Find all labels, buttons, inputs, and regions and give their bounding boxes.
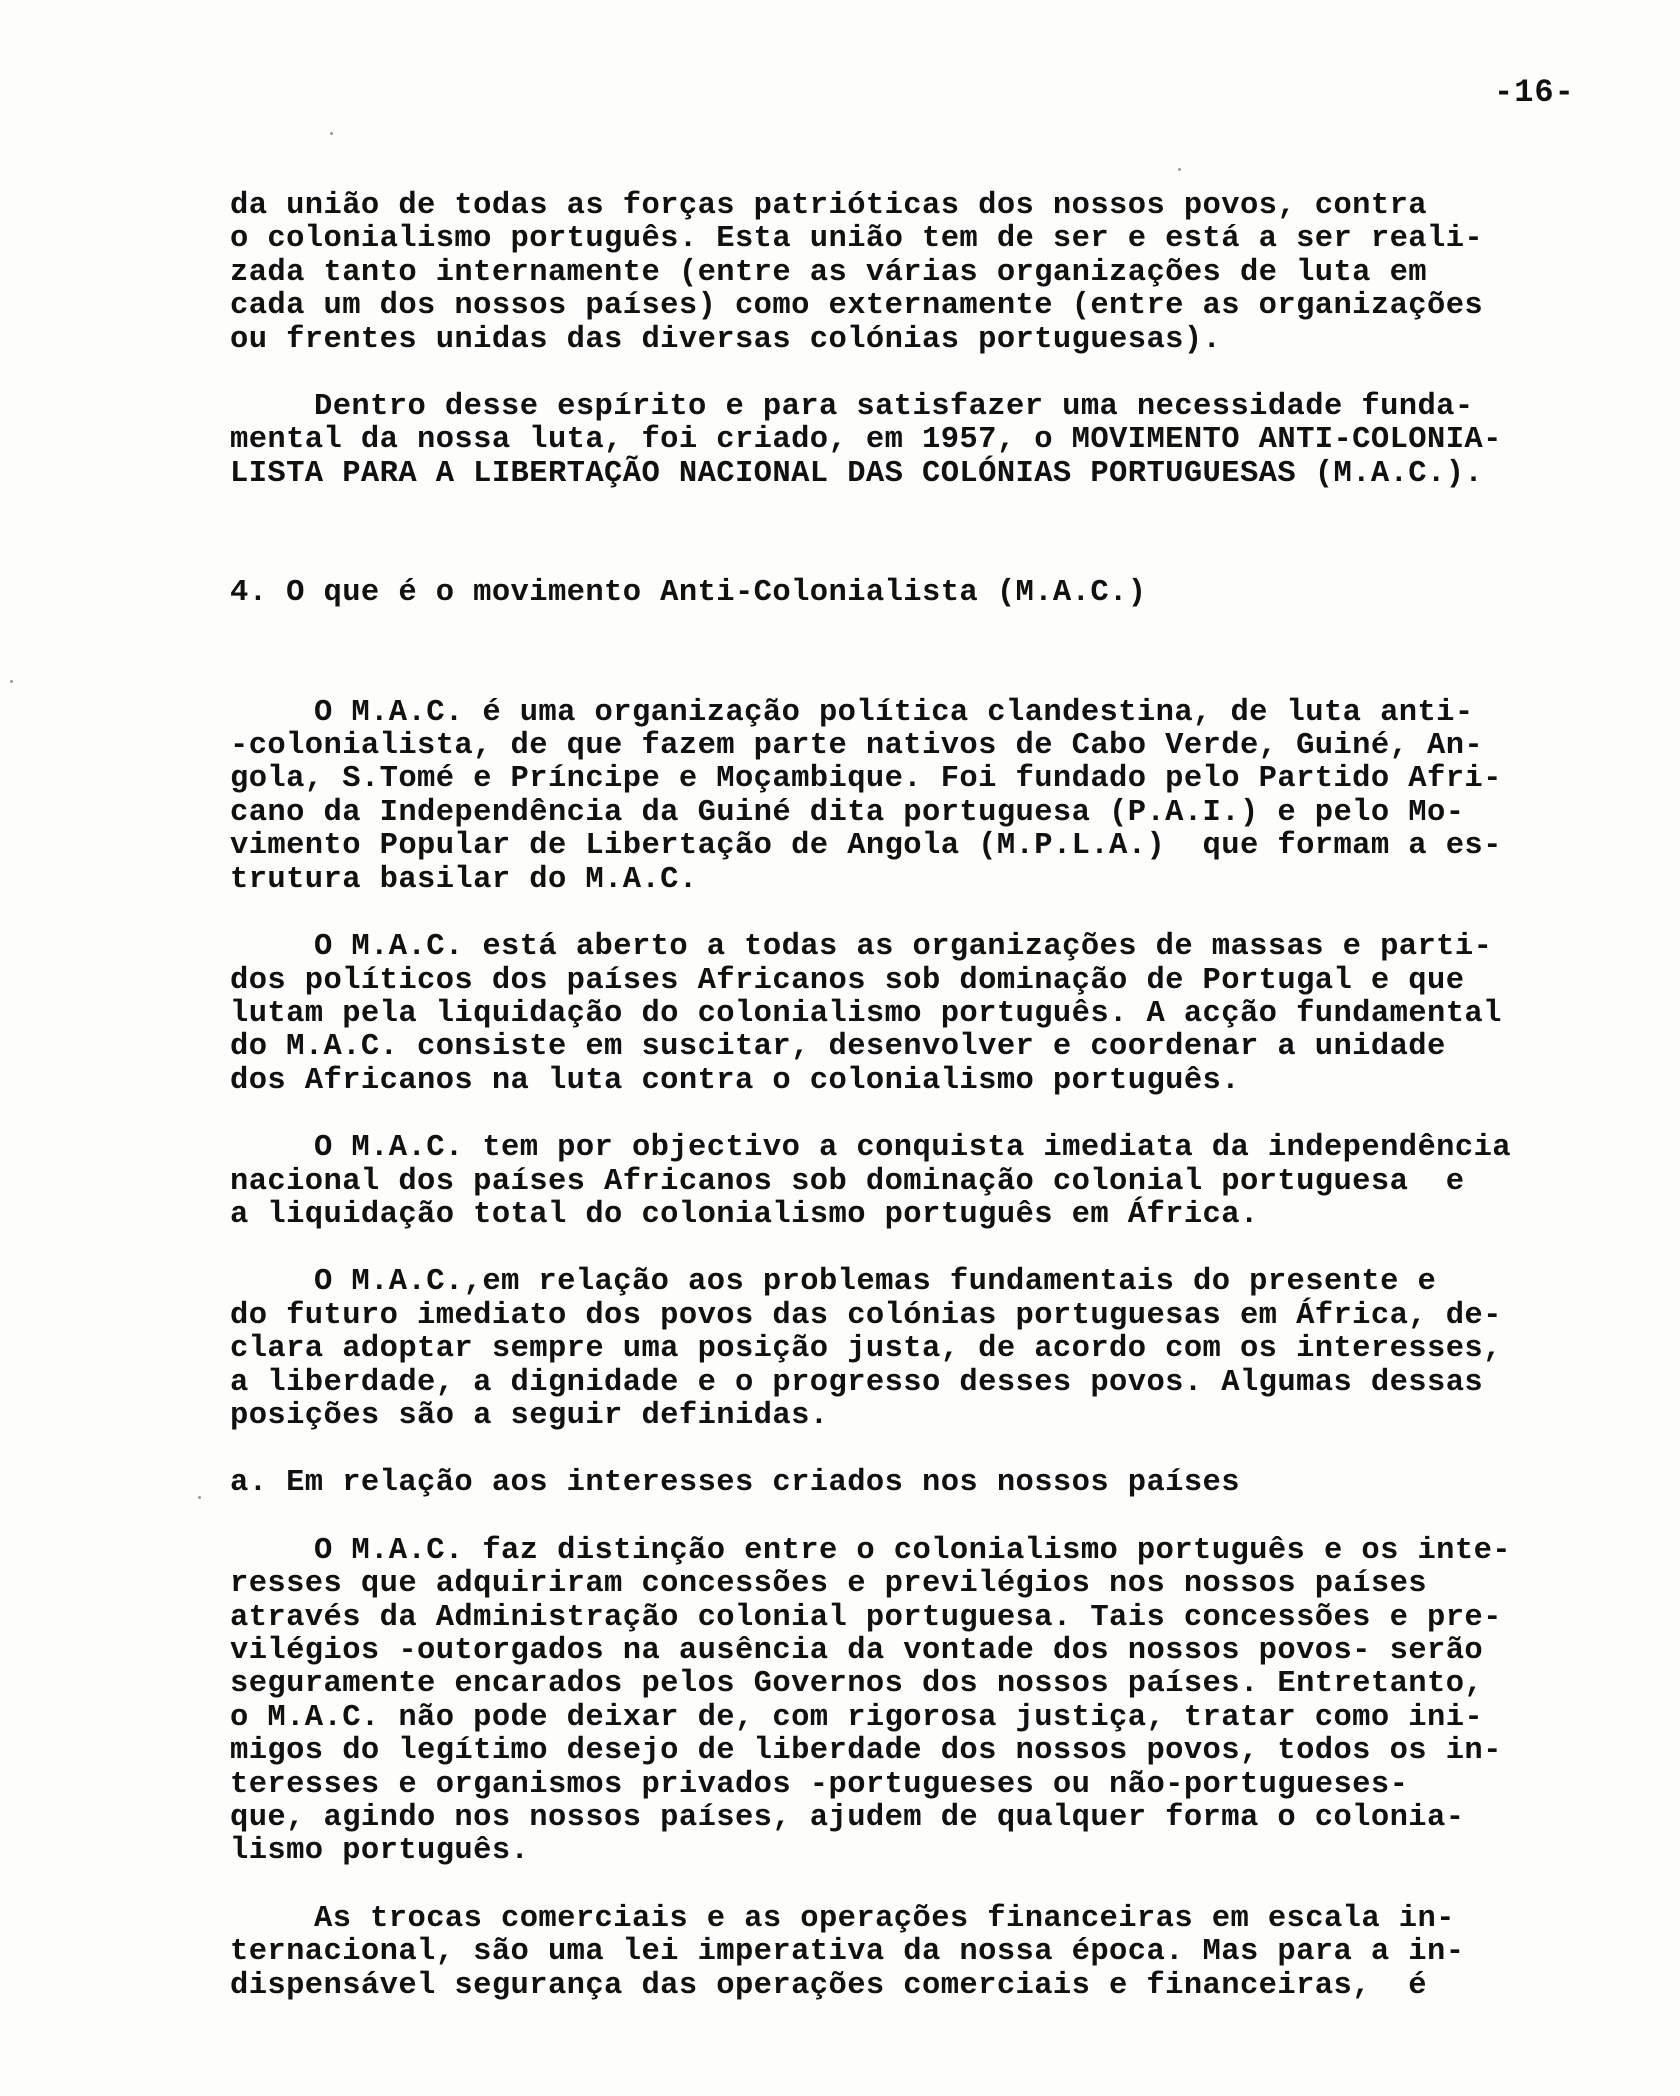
text-line: trutura basilar do M.A.C. bbox=[230, 862, 698, 897]
text-line: que, agindo nos nossos países, ajudem de qualquer forma o colonia- bbox=[230, 1801, 1465, 1836]
text-line: O M.A.C. faz distinção entre o colonialismo português e os inte- bbox=[314, 1533, 1511, 1568]
text-line: teresses e organismos privados -portugueses ou não-portugueses- bbox=[230, 1767, 1409, 1802]
paragraph-mac-founding bbox=[230, 391, 1650, 491]
text-line: dos políticos dos países Africanos sob dominação de Portugal e que bbox=[230, 963, 1465, 998]
text-line: gola, S.Tomé e Príncipe e Moçambique. Foi fundado pelo Partido Afri- bbox=[230, 762, 1502, 797]
text-line: ou frentes unidas das diversas colónias portuguesas). bbox=[230, 322, 1222, 357]
text-line: cano da Independência da Guiné dita portuguesa (P.A.I.) e pelo Mo- bbox=[230, 795, 1465, 830]
text-line: posições são a seguir definidas. bbox=[230, 1398, 829, 1433]
text-line: migos do legítimo desejo de liberdade dos nossos povos, todos os in- bbox=[230, 1734, 1502, 1769]
text-line: lutam pela liquidação do colonialismo português. A acção fundamental bbox=[230, 996, 1502, 1031]
text-line: O M.A.C. tem por objectivo a conquista imediata da independência bbox=[314, 1131, 1511, 1166]
text-line: mental da nossa luta, foi criado, em 1957, o MOVIMENTO ANTI-COLONIA- bbox=[230, 423, 1502, 458]
text-line: nacional dos países Africanos sob dominação colonial portuguesa e bbox=[230, 1164, 1465, 1199]
paragraph-interests bbox=[230, 1535, 1650, 1869]
text-line: LISTA PARA A LIBERTAÇÃO NACIONAL DAS COLÓNIAS PORTUGUESAS (M.A.C.). bbox=[230, 456, 1484, 491]
paragraph-mac-organization bbox=[230, 697, 1650, 897]
text-line: O M.A.C. é uma organização política clandestina, de luta anti- bbox=[314, 695, 1474, 730]
text-line: a liquidação total do colonialismo português em África. bbox=[230, 1197, 1259, 1232]
page-number: -16- bbox=[1494, 74, 1575, 111]
scan-speck bbox=[1178, 168, 1181, 171]
paragraph-continuation bbox=[230, 190, 1650, 357]
text-line: o colonialismo português. Esta união tem de ser e está a ser reali- bbox=[230, 222, 1484, 257]
text-line: clara adoptar sempre uma posição justa, de acordo com os interesses, bbox=[230, 1332, 1502, 1367]
section-heading-a: a. Em relação aos interesses criados nos nossos países bbox=[230, 1466, 1240, 1501]
document-body bbox=[230, 190, 1650, 2003]
text-line: o M.A.C. não pode deixar de, com rigorosa justiça, tratar como ini- bbox=[230, 1700, 1484, 1735]
text-line: lismo português. bbox=[230, 1834, 530, 1869]
text-line: vimento Popular de Libertação de Angola (M.P.L.A.) que formam a es- bbox=[230, 829, 1502, 864]
text-line: -colonialista, de que fazem parte nativos de Cabo Verde, Guiné, An- bbox=[230, 729, 1484, 764]
scan-speck bbox=[198, 1496, 201, 1499]
scan-speck bbox=[330, 132, 333, 135]
text-line: cada um dos nossos países) como externamente (entre as organizações bbox=[230, 289, 1484, 324]
text-line: O M.A.C.,em relação aos problemas fundamentais do presente e bbox=[314, 1265, 1437, 1300]
text-line: do M.A.C. consiste em suscitar, desenvolver e coordenar a unidade bbox=[230, 1030, 1446, 1065]
text-line: seguramente encarados pelos Governos dos nossos países. Entretanto, bbox=[230, 1667, 1484, 1702]
text-line: dos Africanos na luta contra o colonialismo português. bbox=[230, 1063, 1240, 1098]
text-line: a liberdade, a dignidade e o progresso desses povos. Algumas dessas bbox=[230, 1365, 1484, 1400]
text-line: do futuro imediato dos povos das colónias portuguesas em África, de- bbox=[230, 1298, 1502, 1333]
text-line: ternacional, são uma lei imperativa da nossa época. Mas para a in- bbox=[230, 1935, 1465, 1970]
paragraph-mac-positions bbox=[230, 1266, 1650, 1433]
text-line: através da Administração colonial portuguesa. Tais concessões e pre- bbox=[230, 1600, 1502, 1635]
paragraph-mac-objective bbox=[230, 1132, 1650, 1232]
text-line: da união de todas as forças patrióticas dos nossos povos, contra bbox=[230, 189, 1427, 223]
text-line: zada tanto internamente (entre as várias organizações de luta em bbox=[230, 255, 1427, 290]
scan-speck bbox=[10, 680, 13, 683]
paragraph-mac-open bbox=[230, 931, 1650, 1098]
text-line: dispensável segurança das operações comerciais e financeiras, é bbox=[230, 1968, 1427, 2003]
text-line: vilégios -outorgados na ausência da vontade dos nossos povos- serão bbox=[230, 1634, 1484, 1668]
text-line: As trocas comerciais e as operações financeiras em escala in- bbox=[314, 1901, 1455, 1936]
text-line: resses que adquiriram concessões e previlégios nos nossos países bbox=[230, 1567, 1427, 1602]
text-line: O M.A.C. está aberto a todas as organizações de massas e parti- bbox=[314, 930, 1493, 965]
paragraph-trade bbox=[230, 1903, 1650, 2003]
section-heading-4: 4. O que é o movimento Anti-Colonialista (M.A.C.) bbox=[230, 576, 1147, 611]
text-line: Dentro desse espírito e para satisfazer uma necessidade funda- bbox=[314, 390, 1474, 425]
